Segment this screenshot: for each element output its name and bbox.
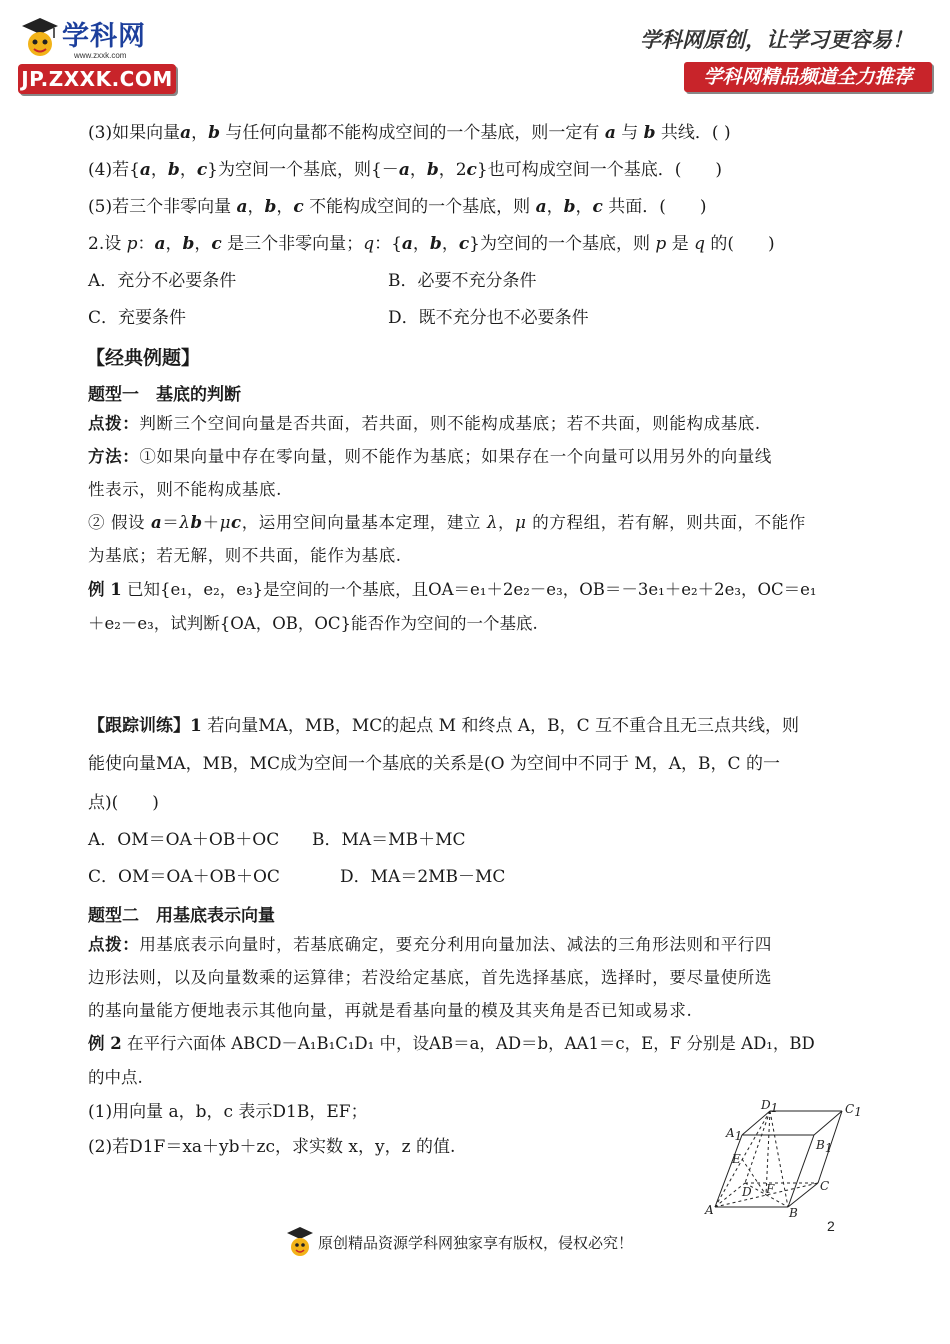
label-E: E [732, 1152, 741, 1166]
section-title: 【经典例题】 [86, 347, 201, 369]
type1-title: 题型一 基底的判断 [88, 385, 241, 405]
type2-tip-2: 边形法则，以及向量数乘的运算律；若没给定基底，首先选择基底，选择时，要尽量使所选 [88, 968, 772, 987]
example-1-line-1: 例 1 已知{e₁，e₂，e₃}是空间的一个基底，且OA＝e₁＋2e₂－e₃，OB＝－3e₁＋e₂＋2e₃，OC＝e₁ [88, 580, 817, 599]
option-a: A．充分不必要条件 [88, 271, 237, 291]
example-2-line-2: 的中点. [88, 1068, 143, 1087]
page-number: 2 [827, 1218, 835, 1234]
example-1-line-2: ＋e₂－e₃，试判断{OA，OB，OC}能否作为空间的一个基底. [88, 614, 538, 633]
judge-item-3: (3)如果向量a，b 与任何向量都不能构成空间的一个基底，则一定有 a 与 b 共线．( ) [88, 123, 731, 143]
type2-tip-3: 的基向量能方便地表示其他向量，再就是看基向量的模及其夹角是否已知或易求. [88, 1001, 693, 1020]
logo [18, 14, 183, 96]
logo-title: 学科网 [62, 21, 146, 52]
logo-domain[interactable]: JP.ZXXK.COM [18, 64, 176, 94]
slogan: 学科网原创，让学习更容易！ [640, 27, 913, 52]
copyright-notice: 原创精品资源学科网独家享有版权，侵权必究！ [318, 1234, 634, 1252]
follow-option-d: D．MA＝2MB－MC [340, 867, 506, 887]
follow-line-1: 【跟踪训练】1 若向量MA，MB，MC的起点 M 和终点 A，B，C 互不重合且无三点共线，则 [88, 716, 800, 736]
judge-item-5: (5)若三个非零向量 a，b，c 不能构成空间的一个基底，则 a，b，c 共面．( ) [88, 197, 707, 217]
follow-line-2: 能使向量MA，MB，MC成为空间一个基底的关系是(O 为空间中不同于 M，A，B，C 的一 [88, 754, 780, 774]
option-d: D．既不充分也不必要条件 [388, 308, 589, 328]
follow-option-a: A．OM＝OA＋OB＋OC [88, 830, 280, 850]
mascot-icon [18, 16, 60, 60]
option-b: B．必要不充分条件 [388, 271, 537, 291]
example-2-question-2: (2)若D1F＝xa＋yb＋zc，求实数 x，y，z 的值. [88, 1137, 456, 1157]
type1-method-2: 性表示，则不能构成基底. [88, 480, 282, 499]
label-B: B [789, 1206, 798, 1220]
recommend-banner: 学科网精品频道全力推荐 [684, 62, 932, 92]
type1-method-3: ② 假设 a＝λb＋μc，运用空间向量基本定理，建立 λ，μ 的方程组，若有解，则共面，不能作 [88, 513, 806, 532]
label-C: C [820, 1179, 830, 1193]
logo-url: www.zxxk.com [74, 51, 127, 60]
example-2-line-1: 例 2 在平行六面体 ABCD－A₁B₁C₁D₁ 中，设AB＝a，AD＝b，AA1＝c，E，F 分别是 AD₁，BD [88, 1034, 815, 1053]
parallelepiped-figure [700, 1095, 870, 1220]
option-c: C．充要条件 [88, 308, 187, 328]
label-D1: D1 [761, 1098, 779, 1115]
label-C1: C1 [845, 1102, 862, 1119]
label-A: A [705, 1203, 714, 1217]
follow-option-c: C．OM＝OA＋OB＋OC [88, 867, 280, 887]
type1-method-1: 方法：①如果向量中存在零向量，则不能作为基底；如果存在一个向量可以用另外的向量线 [88, 447, 773, 466]
judge-item-4: (4)若{a，b，c}为空间一个基底，则{－a，b，2c}也可构成空间一个基底．( ) [88, 160, 722, 180]
footer-mascot-icon [285, 1225, 315, 1259]
type1-method-4: 为基底；若无解，则不共面，能作为基底. [88, 546, 402, 565]
follow-option-b: B．MA＝MB＋MC [312, 830, 466, 850]
question-2: 2.设 p：a，b，c 是三个非零向量；q：{a，b，c}为空间的一个基底，则 p 是 q 的( ) [88, 234, 775, 254]
type2-title: 题型二 用基底表示向量 [88, 906, 275, 926]
label-B1: B1 [816, 1138, 833, 1155]
type2-tip-1: 点拨：用基底表示向量时，若基底确定，要充分利用向量加法、减法的三角形法则和平行四 [88, 935, 773, 954]
label-D: D [742, 1185, 752, 1199]
example-2-question-1: (1)用向量 a，b，c 表示D1B，EF； [88, 1102, 368, 1122]
type1-tip: 点拨：判断三个空间向量是否共面，若共面，则不能构成基底；若不共面，则能构成基底. [88, 414, 761, 433]
label-A1: A1 [726, 1126, 743, 1143]
label-F: F [766, 1182, 775, 1196]
follow-line-3: 点)( ) [88, 793, 159, 813]
